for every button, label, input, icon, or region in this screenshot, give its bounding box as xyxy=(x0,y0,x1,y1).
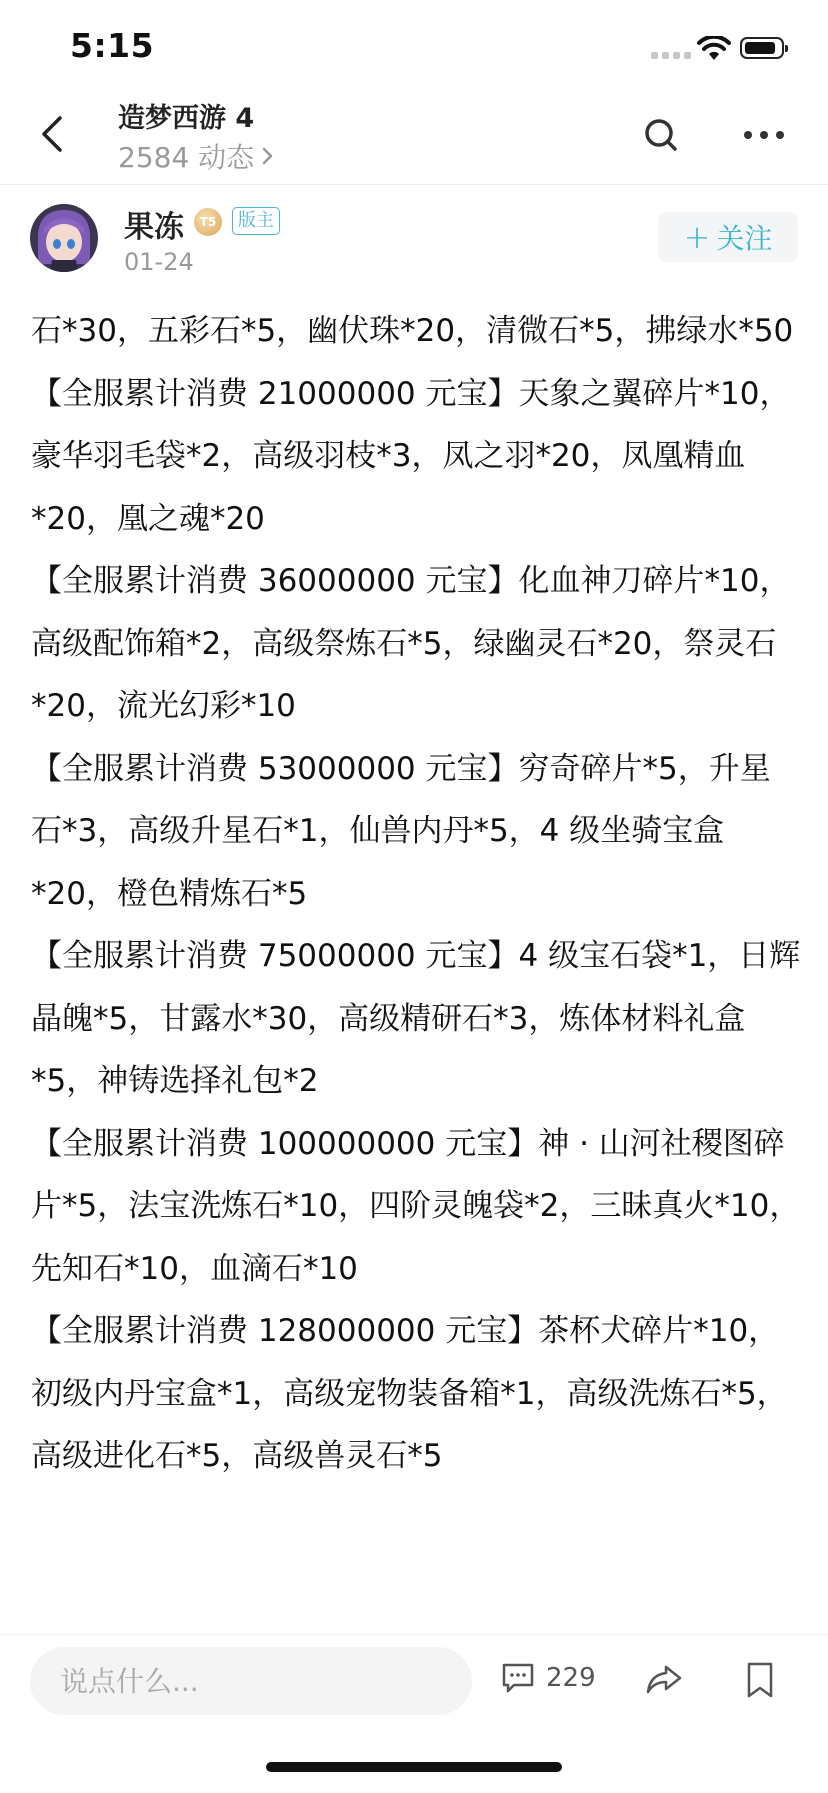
author-row xyxy=(0,200,828,280)
plus-icon: + xyxy=(683,218,711,256)
more-icon[interactable] xyxy=(740,114,788,156)
chevron-right-icon xyxy=(260,144,276,168)
post-content xyxy=(31,300,801,1488)
content-paragraph: 【全服累计消费 100000000 元宝】神 · 山河社稷图碎片*5，法宝洗炼石*10，四阶灵魄袋*2，三昧真火*10，先知石*10，血滴石*10 xyxy=(31,1125,801,1287)
follow-label: 关注 xyxy=(716,222,773,255)
comment-count: 229 xyxy=(546,1663,596,1693)
content-paragraph: 【全服累计消费 75000000 元宝】4 级宝石袋*1，日辉晶魄*5，甘露水*30，高级精研石*3，炼体材料礼盒*5，神铸选择礼包*2 xyxy=(31,938,801,1099)
wifi-icon xyxy=(697,36,731,62)
bookmark-icon[interactable] xyxy=(744,1661,776,1699)
comment-icon xyxy=(500,1661,536,1695)
back-arrow-icon[interactable] xyxy=(32,104,72,162)
content-paragraph: 【全服累计消费 128000000 元宝】茶杯犬碎片*10，初级内丹宝盒*1，高级宠物装备箱*1，高级洗炼石*5，高级进化石*5，高级兽灵石*5 xyxy=(31,1313,788,1474)
search-icon[interactable] xyxy=(640,114,682,156)
home-indicator xyxy=(266,1762,562,1772)
status-time: 5:15 xyxy=(70,26,155,65)
author-name[interactable]: 果冻 xyxy=(124,210,184,245)
avatar[interactable] xyxy=(30,204,98,272)
battery-icon xyxy=(740,37,784,59)
content-paragraph: 【全服累计消费 53000000 元宝】穷奇碎片*5，升星石*3，高级升星石*1，仙兽内丹*5，4 级坐骑宝盒*20，橙色精炼石*5 xyxy=(31,750,771,912)
content-paragraph: 【全服累计消费 21000000 元宝】天象之翼碎片*10，豪华羽毛袋*2，高级羽枝*3，凤之羽*20，凤凰精血*20，凰之魂*20 xyxy=(31,375,791,537)
share-icon[interactable] xyxy=(644,1661,684,1697)
level-badge: T5 xyxy=(194,208,222,236)
follow-button[interactable] xyxy=(658,212,798,262)
page-title: 造梦西游 4 xyxy=(118,103,255,134)
dynamics-count: 2584 动态 xyxy=(118,141,255,174)
content-paragraph: 【全服累计消费 36000000 元宝】化血神刀碎片*10，高级配饰箱*2，高级祭炼石*5，绿幽灵石*20，祭灵石*20，流光幻彩*10 xyxy=(31,563,791,724)
post-date: 01-24 xyxy=(124,248,194,276)
content-paragraph: 石*30，五彩石*5，幽伏珠*20，清微石*5，拂绿水*50 xyxy=(31,313,794,349)
nav-bar xyxy=(0,84,828,185)
comment-input[interactable] xyxy=(30,1647,472,1715)
dynamics-link[interactable] xyxy=(118,136,276,176)
signal-icon xyxy=(651,52,691,59)
moderator-badge: 版主 xyxy=(232,207,280,235)
comment-button[interactable] xyxy=(500,1661,596,1695)
